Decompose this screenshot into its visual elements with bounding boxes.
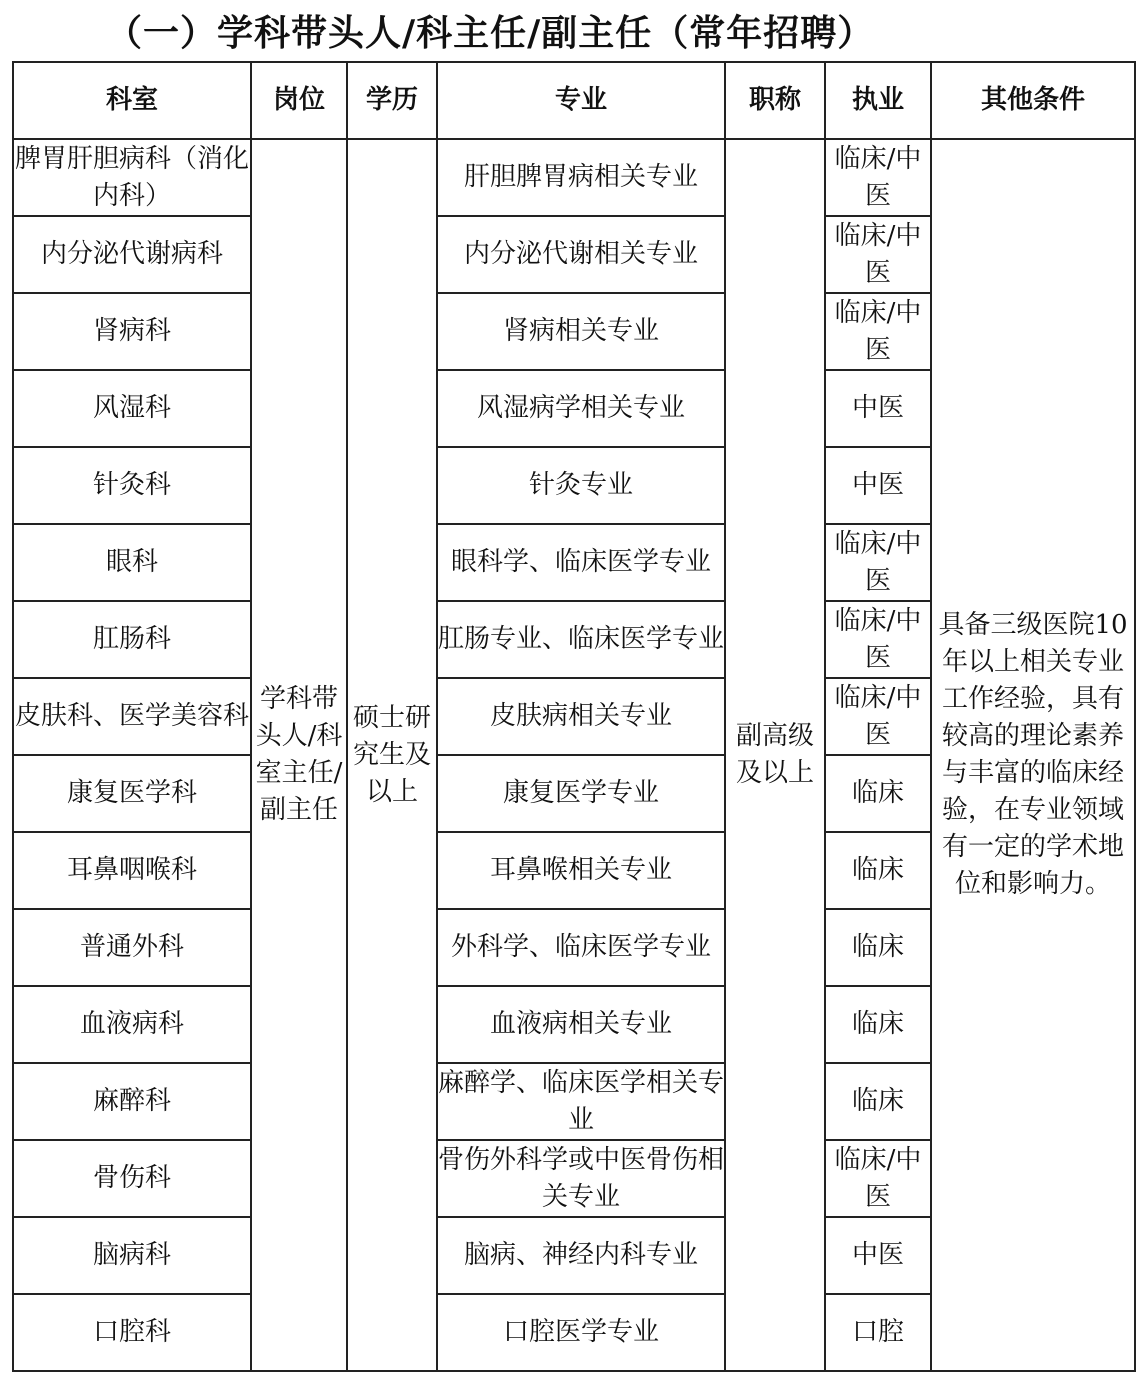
major-cell: 骨伤外科学或中医骨伤相关专业 (437, 1140, 725, 1217)
practice-cell: 临床/中医 (825, 139, 931, 216)
practice-cell: 中医 (825, 370, 931, 447)
major-cell: 麻醉学、临床医学相关专业 (437, 1063, 725, 1140)
practice-cell: 中医 (825, 447, 931, 524)
practice-cell: 临床 (825, 755, 931, 832)
major-cell: 肾病相关专业 (437, 293, 725, 370)
practice-cell: 临床/中医 (825, 601, 931, 678)
major-cell: 针灸专业 (437, 447, 725, 524)
header-practice: 执业 (825, 62, 931, 139)
dept-cell: 康复医学科 (13, 755, 251, 832)
major-cell: 皮肤病相关专业 (437, 678, 725, 755)
major-cell: 口腔医学专业 (437, 1294, 725, 1371)
major-cell: 风湿病学相关专业 (437, 370, 725, 447)
dept-cell: 口腔科 (13, 1294, 251, 1371)
education-cell: 硕士研究生及以上 (347, 139, 437, 1371)
dept-cell: 风湿科 (13, 370, 251, 447)
header-row (13, 62, 1135, 139)
dept-cell: 眼科 (13, 524, 251, 601)
major-cell: 肝胆脾胃病相关专业 (437, 139, 725, 216)
practice-cell: 临床 (825, 986, 931, 1063)
title-rank-cell: 副高级及以上 (725, 139, 825, 1371)
practice-cell: 临床/中医 (825, 1140, 931, 1217)
major-cell: 肛肠专业、临床医学专业 (437, 601, 725, 678)
section-title: （一）学科带头人/科主任/副主任（常年招聘） (106, 13, 875, 54)
dept-cell: 血液病科 (13, 986, 251, 1063)
major-cell: 耳鼻喉相关专业 (437, 832, 725, 909)
dept-cell: 普通外科 (13, 909, 251, 986)
major-cell: 脑病、神经内科专业 (437, 1217, 725, 1294)
dept-cell: 肛肠科 (13, 601, 251, 678)
practice-cell: 临床 (825, 909, 931, 986)
position-cell: 学科带头人/科室主任/副主任 (251, 139, 347, 1371)
major-cell: 内分泌代谢相关专业 (437, 216, 725, 293)
header-dept: 科室 (13, 62, 251, 139)
practice-cell: 临床/中医 (825, 678, 931, 755)
dept-cell: 脑病科 (13, 1217, 251, 1294)
header-position: 岗位 (251, 62, 347, 139)
dept-cell: 麻醉科 (13, 1063, 251, 1140)
practice-cell: 临床/中医 (825, 216, 931, 293)
table-row (13, 139, 1135, 216)
practice-cell: 临床/中医 (825, 524, 931, 601)
major-cell: 外科学、临床医学专业 (437, 909, 725, 986)
dept-cell: 皮肤科、医学美容科 (13, 678, 251, 755)
dept-cell: 骨伤科 (13, 1140, 251, 1217)
practice-cell: 临床 (825, 1063, 931, 1140)
major-cell: 眼科学、临床医学专业 (437, 524, 725, 601)
header-education: 学历 (347, 62, 437, 139)
dept-cell: 针灸科 (13, 447, 251, 524)
major-cell: 血液病相关专业 (437, 986, 725, 1063)
major-cell: 康复医学专业 (437, 755, 725, 832)
recruitment-table (12, 61, 1136, 1372)
header-major: 专业 (437, 62, 725, 139)
dept-cell: 内分泌代谢病科 (13, 216, 251, 293)
header-title-rank: 职称 (725, 62, 825, 139)
other-conditions-cell: 具备三级医院10年以上相关专业工作经验，具有较高的理论素养与丰富的临床经验，在专业领域有一定的学术地位和影响力。 (931, 139, 1135, 1371)
dept-cell: 脾胃肝胆病科（消化内科） (13, 139, 251, 216)
practice-cell: 临床/中医 (825, 293, 931, 370)
header-other: 其他条件 (931, 62, 1135, 139)
practice-cell: 口腔 (825, 1294, 931, 1371)
practice-cell: 中医 (825, 1217, 931, 1294)
dept-cell: 肾病科 (13, 293, 251, 370)
practice-cell: 临床 (825, 832, 931, 909)
dept-cell: 耳鼻咽喉科 (13, 832, 251, 909)
